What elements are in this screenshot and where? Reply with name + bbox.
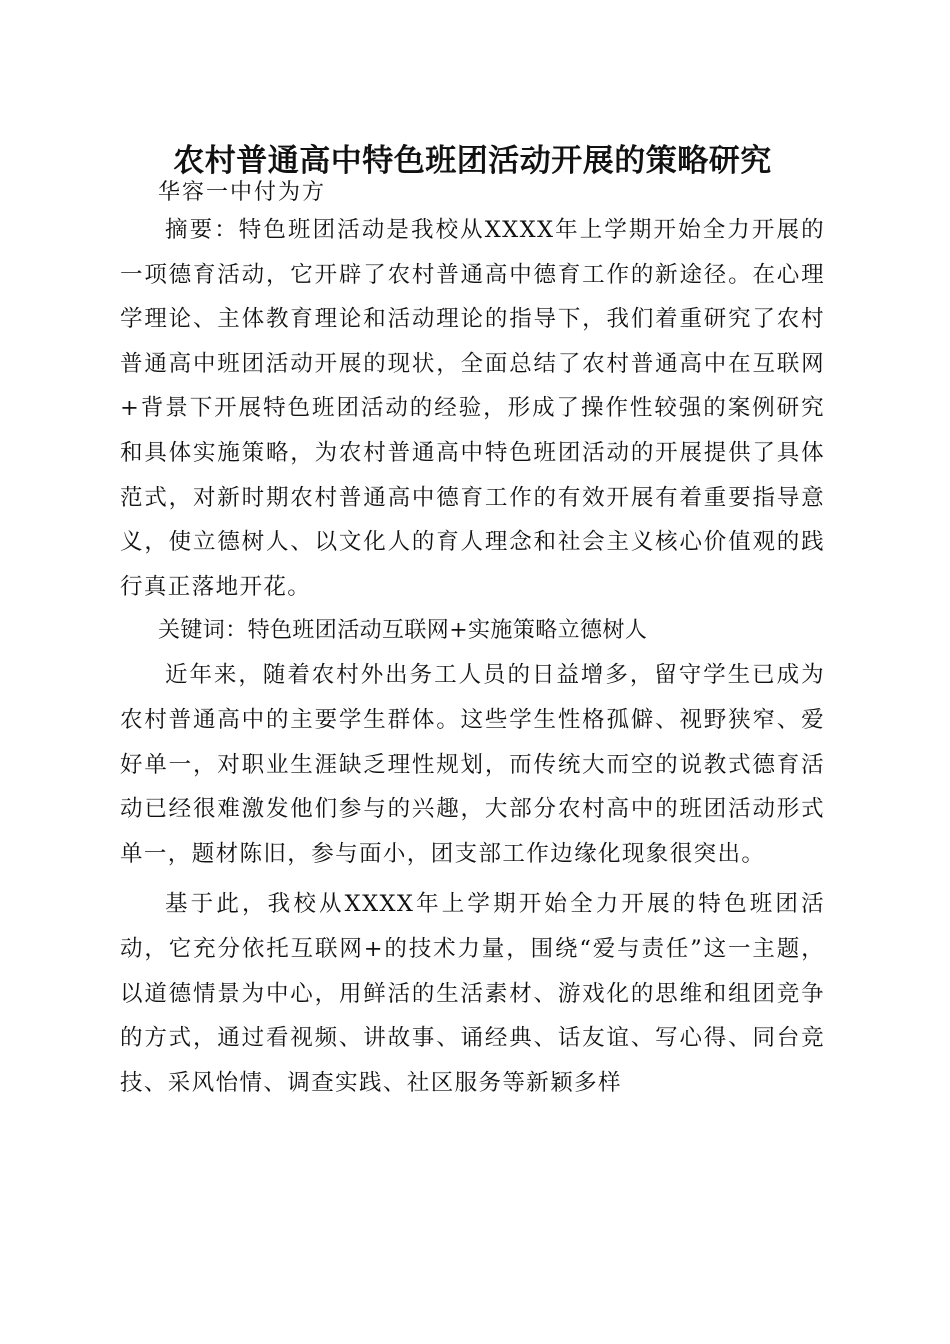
abstract-paragraph: 摘要：特色班团活动是我校从XXXX年上学期开始全力开展的一项德育活动，它开辟了农村普通高中德育工作的新途径。在心理学理论、主体教育理论和活动理论的指导下，我们着重研究了农村普通高中班团活动开展的现状，全面总结了农村普通高中在互联网+背景下开展特色班团活动的经验，形成了操作性较强的案例研究和具体实施策略，为农村普通高中特色班团活动的开展提供了具体范式，对新时期农村普通高中德育工作的有效开展有着重要指导意义，使立德树人、以文化人的育人理念和社会主义核心价值观的践行真正落地开花。 — [120, 217, 825, 600]
body-paragraph-1: 近年来，随着农村外出务工人员的日益增多，留守学生已成为农村普通高中的主要学生群体。这些学生性格孤僻、视野狭窄、爱好单一，对职业生涯缺乏理性规划，而传统大而空的说教式德育活动已经很难激发他们参与的兴趣，大部分农村高中的班团活动形式单一，题材陈旧，参与面小，团支部工作边缘化现象很突出。 — [120, 662, 825, 867]
document-author: 华容一中付为方 — [158, 180, 327, 205]
keywords-line: 关键词：特色班团活动互联网+实施策略立德树人 — [158, 618, 648, 644]
body-paragraph-2: 基于此，我校从XXXX年上学期开始全力开展的特色班团活动，它充分依托互联网+的技术力量，围绕“爱与责任”这一主题，以道德情景为中心，用鲜活的生活素材、游戏化的思维和组团竞争的方式，通过看视频、讲故事、诵经典、话友谊、写心得、同台竞技、采风怡情、调查实践、社区服务等新颖多样 — [120, 891, 825, 1096]
document-page — [120, 0, 825, 1105]
document-title: 农村普通高中特色班团活动开展的策略研究 — [173, 143, 772, 179]
